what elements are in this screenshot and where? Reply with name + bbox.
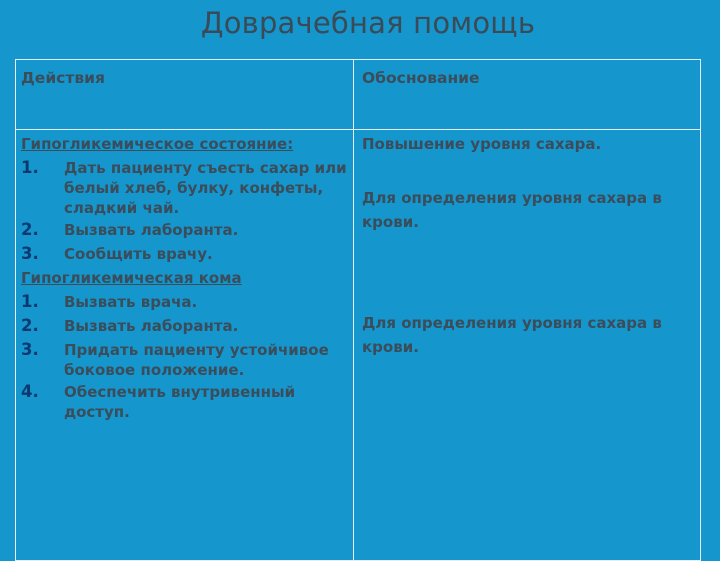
list-text: Дать пациенту съесть сахар или белый хлеб, булку, конфеты, сладкий чай. <box>64 159 347 217</box>
list-text: Вызвать лаборанта. <box>64 317 239 335</box>
list-number: 1. <box>21 158 39 177</box>
list-item <box>21 156 351 218</box>
list-text: Вызвать лаборанта. <box>64 221 239 239</box>
list-number: 2. <box>21 220 39 239</box>
list-item <box>21 290 351 314</box>
list-item <box>21 338 351 380</box>
list-number: 3. <box>21 340 39 359</box>
list-item <box>21 218 351 242</box>
list-number: 1. <box>21 292 39 311</box>
actions-cell <box>21 132 351 422</box>
header-divider <box>16 129 700 130</box>
list-number: 2. <box>21 316 39 335</box>
list-text: Придать пациенту устойчивое боковое положение. <box>64 341 329 379</box>
list-item <box>21 314 351 338</box>
column-divider <box>353 60 354 560</box>
justification-text: Для определения уровня сахара в крови. <box>362 189 662 231</box>
list-number: 4. <box>21 382 39 401</box>
list-text: Обеспечить внутривенный доступ. <box>64 383 296 421</box>
list-item <box>21 242 351 266</box>
list-text: Сообщить врачу. <box>64 245 213 263</box>
justification-text: Повышение уровня сахара. <box>362 135 602 153</box>
list-number: 3. <box>21 244 39 263</box>
justification-text: Для определения уровня сахара в крови. <box>362 314 662 356</box>
slide-title: Доврачебная помощь <box>200 6 536 40</box>
justification-cell <box>362 132 697 359</box>
section-hypoglycemic-state-title: Гипогликемическое состояние: <box>21 135 294 153</box>
section-hypoglycemic-coma-title: Гипогликемическая кома <box>21 269 242 287</box>
header-actions: Действия <box>21 69 105 87</box>
list-text: Вызвать врача. <box>64 293 198 311</box>
header-justification: Обоснование <box>362 69 480 87</box>
first-aid-table <box>15 59 701 561</box>
list-item <box>21 380 351 422</box>
